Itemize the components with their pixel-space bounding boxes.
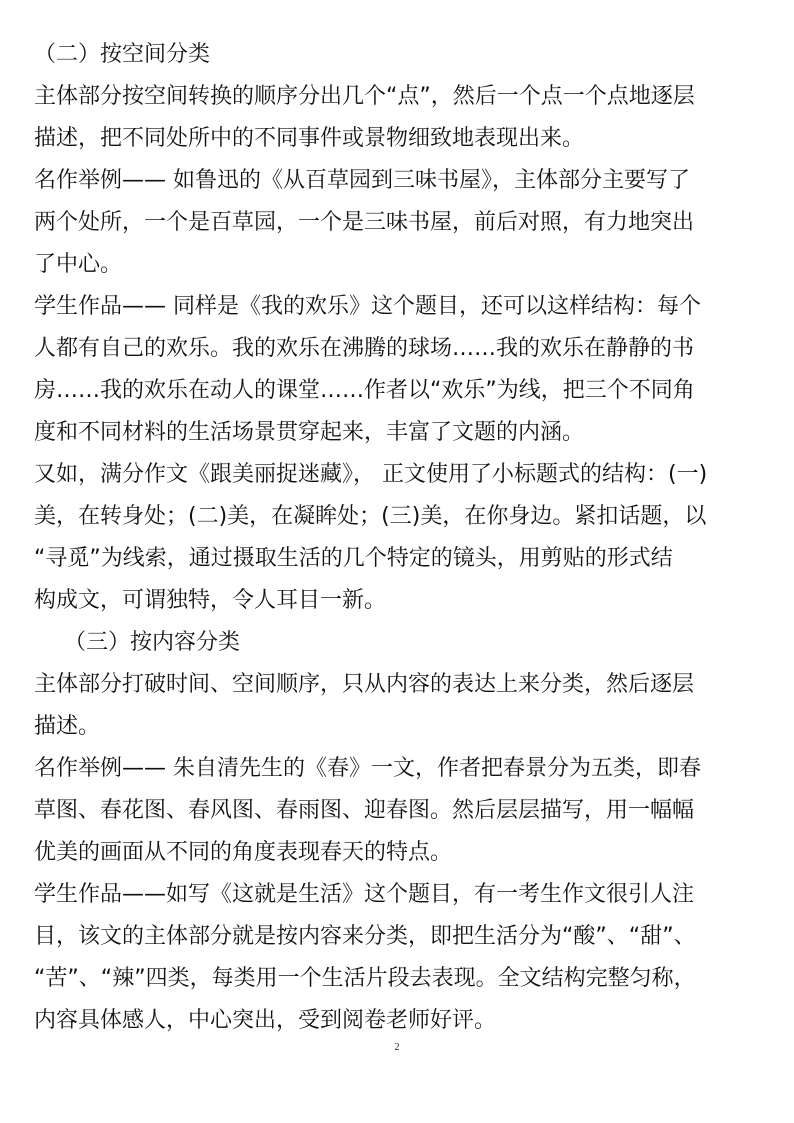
paragraph-line: 度和不同材料的生活场景贯穿起来，丰富了文题的内涵。: [34, 420, 585, 445]
paragraph-line: 学生作品——如写《这就是生活》这个题目，有一考生作文很引人注: [34, 882, 695, 907]
paragraph-line: 名作举例—— 如鲁迅的《从百草园到三味书屋》，主体部分主要写了: [34, 168, 690, 193]
paragraph-line: “苦”、“辣”四类，每类用一个生活片段去表现。全文结构完整匀称，: [34, 966, 696, 991]
paragraph-line: 构成文，可谓独特，令人耳目一新。: [34, 588, 387, 613]
paragraph-line: 人都有自己的欢乐。我的欢乐在沸腾的球场……我的欢乐在静静的书: [34, 336, 695, 361]
paragraph-line: 了中心。: [34, 252, 123, 277]
paragraph-line: 主体部分按空间转换的顺序分出几个“点”，然后一个点一个点地逐层: [34, 84, 695, 109]
paragraph-line: 目，该文的主体部分就是按内容来分类，即把生活分为“酸”、“甜”、: [34, 924, 696, 949]
paragraph-line: 房……我的欢乐在动人的课堂……作者以“欢乐”为线，把三个不同角: [34, 378, 695, 403]
section-heading-content: （三）按内容分类: [64, 630, 241, 655]
paragraph-line: 学生作品—— 同样是《我的欢乐》这个题目，还可以这样结构：每个: [34, 294, 701, 319]
paragraph-line: “寻觅”为线索，通过摄取生活的几个特定的镜头，用剪贴的形式结: [34, 546, 673, 571]
paragraph-line: 名作举例—— 朱自清先生的《春》一文，作者把春景分为五类，即春: [34, 756, 701, 781]
paragraph-line: 草图、春花图、春风图、春雨图、迎春图。然后层层描写，用一幅幅: [34, 798, 695, 823]
paragraph-line: 两个处所，一个是百草园，一个是三味书屋，前后对照，有力地突出: [34, 210, 695, 235]
paragraph-line: 主体部分打破时间、空间顺序，只从内容的表达上来分类，然后逐层: [34, 672, 695, 697]
paragraph-line: 描述，把不同处所中的不同事件或景物细致地表现出来。: [34, 126, 585, 151]
paragraph-line: 内容具体感人，中心突出，受到阅卷老师好评。: [34, 1008, 497, 1033]
paragraph-line: 描述。: [34, 714, 101, 739]
paragraph-line: 又如，满分作文《跟美丽捉迷藏》， 正文使用了小标题式的结构：(一): [34, 462, 708, 487]
paragraph-line: 优美的画面从不同的角度表现春天的特点。: [34, 840, 453, 865]
page-number: 2: [394, 1042, 400, 1053]
document-body: [34, 34, 764, 1042]
paragraph-line: 美，在转身处；(二)美，在凝眸处；(三)美，在你身边。紧扣话题，以: [34, 504, 707, 529]
section-heading-spatial: （二）按空间分类: [34, 42, 211, 67]
